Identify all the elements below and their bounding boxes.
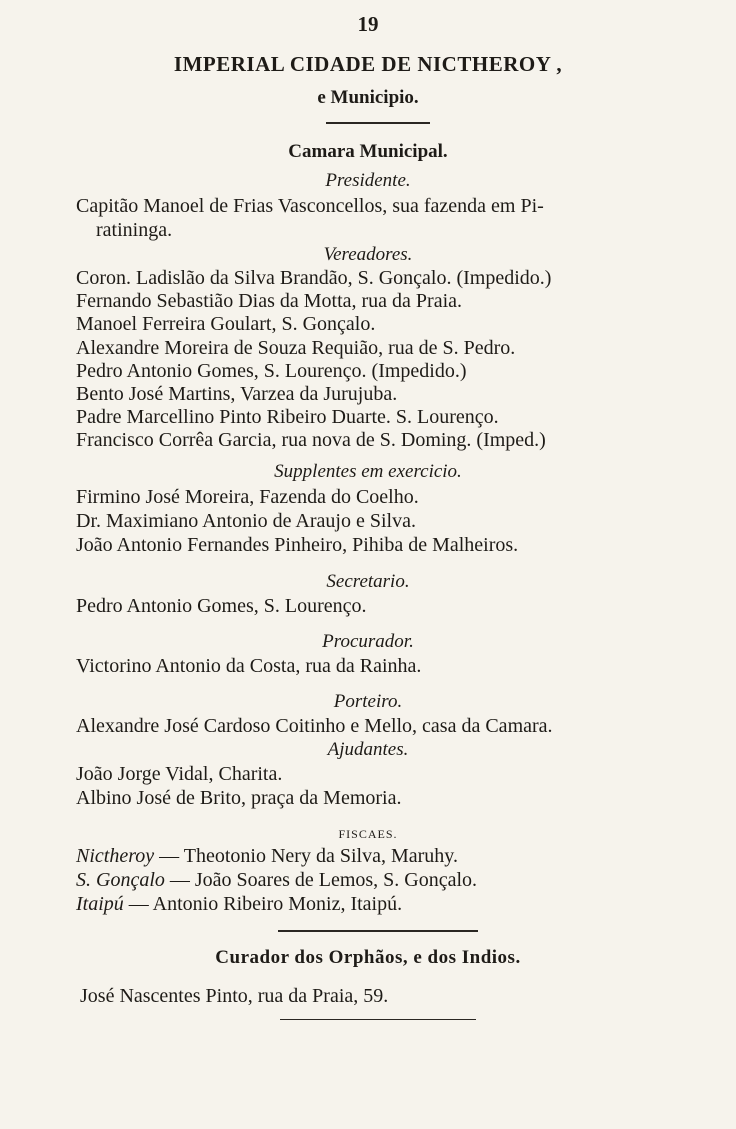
fiscal-name: — Antonio Ribeiro Moniz, Itaipú. — [123, 893, 403, 915]
section-heading-curador: Curador dos Orphãos, e dos Indios. — [215, 947, 521, 968]
vereador-entry: Fernando Sebastião Dias da Motta, rua da Praia. — [76, 290, 463, 312]
page-title: IMPERIAL CIDADE DE NICTHEROY , — [173, 52, 563, 76]
fiscal-entry — [76, 868, 477, 892]
ajudante-entry: João Jorge Vidal, Charita. — [76, 763, 283, 785]
role-presidente: Presidente. — [325, 170, 411, 191]
fiscal-name: — Theotonio Nery da Silva, Maruhy. — [154, 845, 458, 867]
supplente-entry: Dr. Maximiano Antonio de Araujo e Silva. — [76, 510, 416, 532]
fiscal-name: — João Soares de Lemos, S. Gonçalo. — [164, 869, 478, 891]
vereador-entry: Manoel Ferreira Goulart, S. Gonçalo. — [76, 313, 376, 335]
presidente-entry: Capitão Manoel de Frias Vasconcellos, sua fazenda em Pi- — [76, 195, 544, 217]
fiscal-entry — [76, 892, 402, 916]
role-vereadores: Vereadores. — [323, 244, 413, 265]
procurador-entry: Victorino Antonio da Costa, rua da Rainha. — [76, 655, 422, 677]
role-fiscaes: FISCAES. — [338, 827, 398, 841]
curador-entry: José Nascentes Pinto, rua da Praia, 59. — [80, 985, 389, 1007]
section-heading-camara: Camara Municipal. — [288, 141, 448, 162]
vereador-entry: Coron. Ladislão da Silva Brandão, S. Gonçalo. (Impedido.) — [76, 267, 552, 289]
divider — [278, 930, 478, 932]
vereador-entry: Padre Marcellino Pinto Ribeiro Duarte. S. Lourenço. — [76, 406, 499, 428]
fiscal-place: Itaipú — [76, 893, 124, 915]
divider — [280, 1019, 476, 1020]
vereador-entry: Alexandre Moreira de Souza Requião, rua de S. Pedro. — [76, 337, 516, 359]
role-ajudantes: Ajudantes. — [327, 739, 409, 760]
role-supplentes: Supplentes em exercicio. — [274, 461, 462, 482]
fiscal-entry — [76, 844, 458, 868]
role-porteiro: Porteiro. — [333, 691, 403, 712]
page-number: 19 — [357, 12, 379, 36]
presidente-entry-cont: ratininga. — [96, 219, 173, 241]
fiscal-place: Nictheroy — [76, 845, 155, 867]
role-procurador: Procurador. — [322, 631, 414, 652]
ajudante-entry: Albino José de Brito, praça da Memoria. — [76, 787, 402, 809]
vereador-entry: Pedro Antonio Gomes, S. Lourenço. (Impedido.) — [76, 360, 467, 382]
page-subtitle: e Municipio. — [317, 87, 419, 108]
supplente-entry: João Antonio Fernandes Pinheiro, Pihiba de Malheiros. — [76, 534, 519, 556]
role-secretario: Secretario. — [326, 571, 410, 592]
vereador-entry: Bento José Martins, Varzea da Jurujuba. — [76, 383, 398, 405]
supplente-entry: Firmino José Moreira, Fazenda do Coelho. — [76, 486, 419, 508]
secretario-entry: Pedro Antonio Gomes, S. Lourenço. — [76, 595, 367, 617]
fiscal-place: S. Gonçalo — [76, 869, 165, 891]
vereador-entry: Francisco Corrêa Garcia, rua nova de S. Doming. (Imped.) — [76, 429, 546, 451]
porteiro-entry: Alexandre José Cardoso Coitinho e Mello, casa da Camara. — [76, 715, 553, 737]
divider — [326, 122, 430, 124]
